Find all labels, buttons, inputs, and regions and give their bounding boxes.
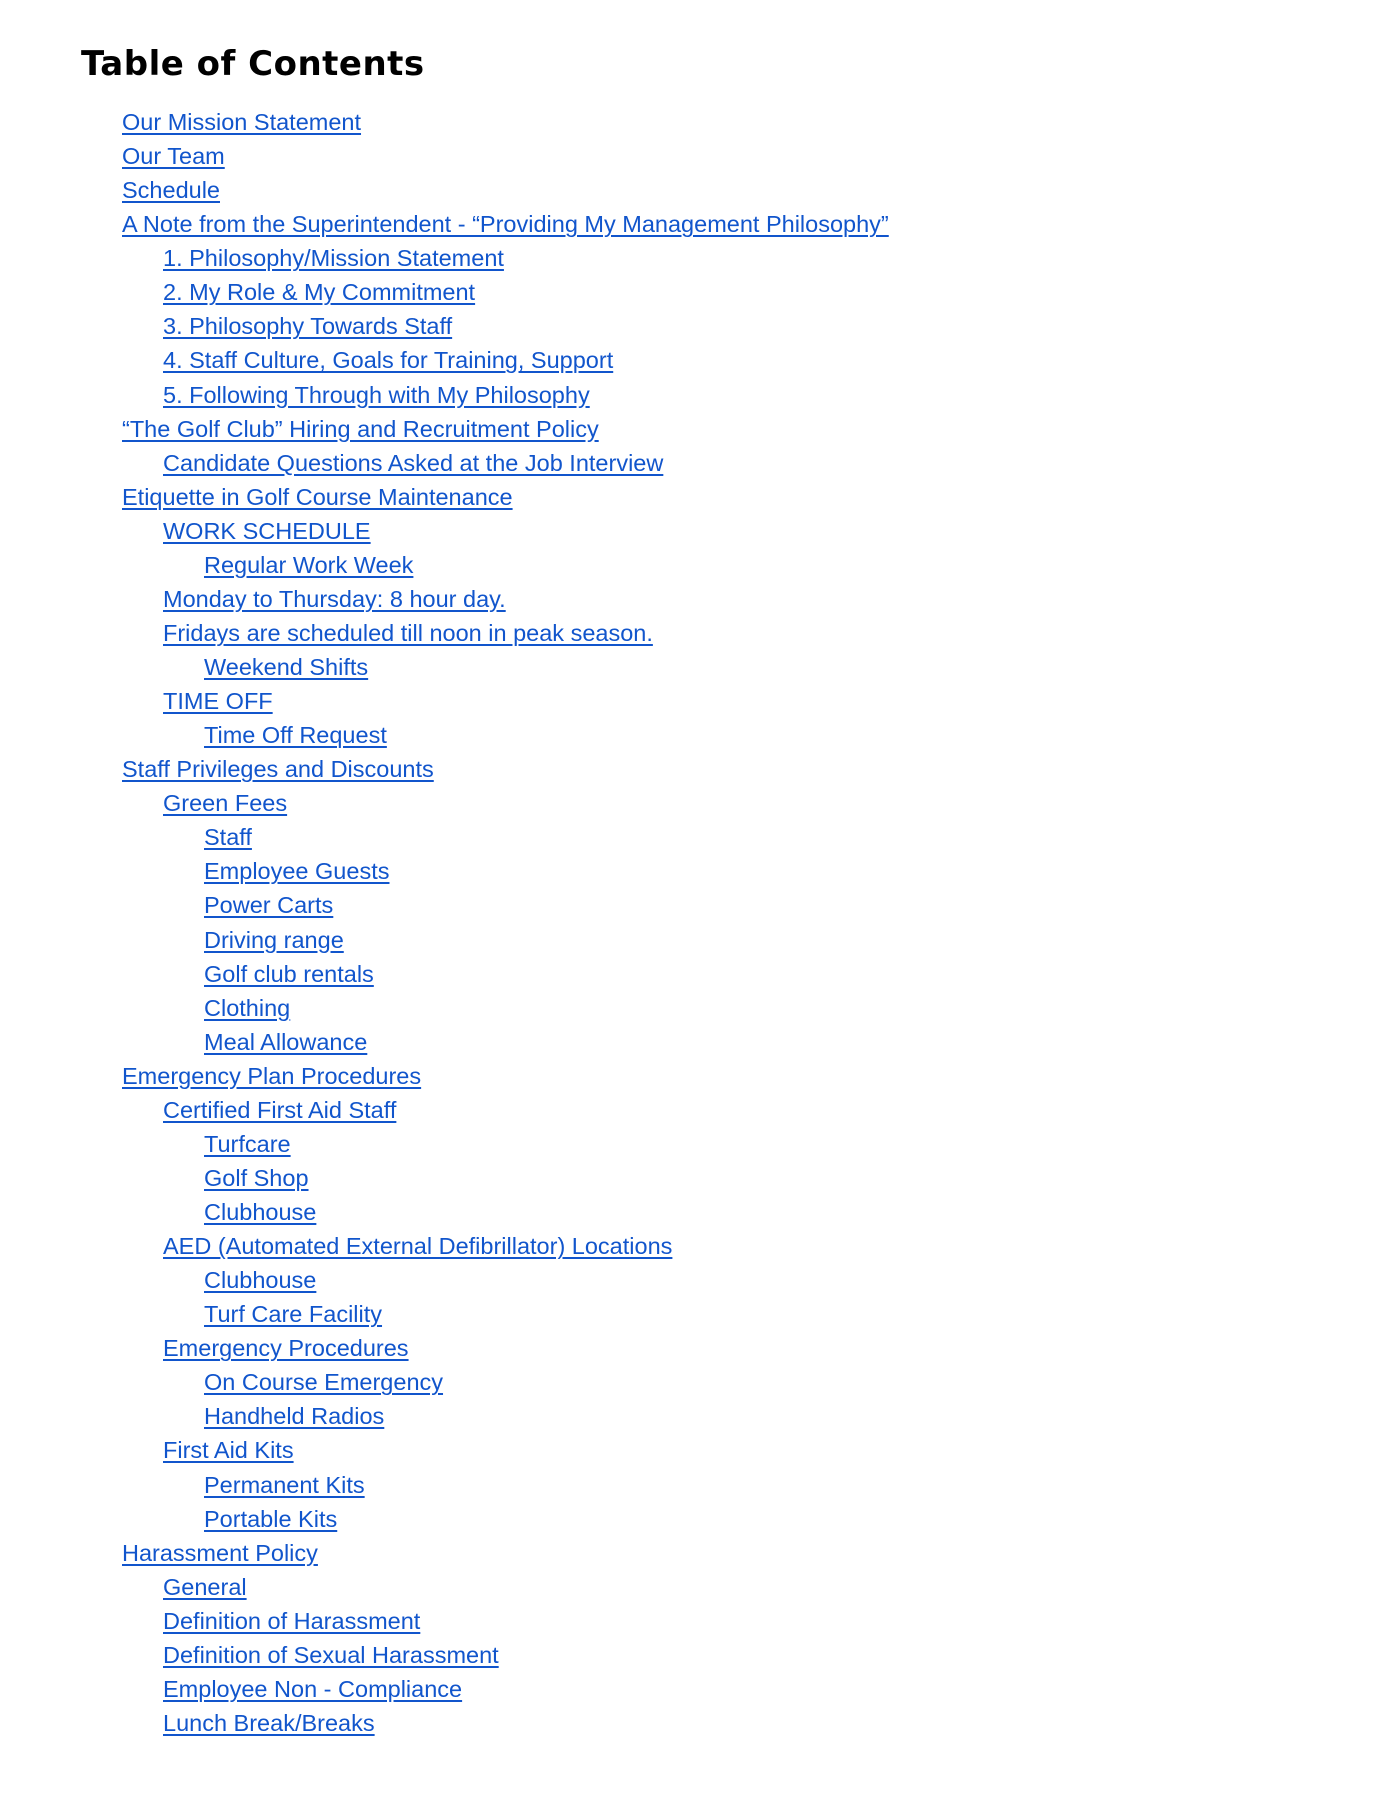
toc-link[interactable]: WORK SCHEDULE bbox=[163, 517, 371, 544]
toc-entry bbox=[0, 309, 889, 343]
toc-entry bbox=[0, 343, 889, 377]
toc-entry bbox=[0, 1570, 889, 1604]
toc-entry bbox=[0, 718, 889, 752]
toc-entry bbox=[0, 1604, 889, 1638]
toc-link[interactable]: Turfcare bbox=[204, 1130, 291, 1157]
toc-entry bbox=[0, 1672, 889, 1706]
toc-link[interactable]: Meal Allowance bbox=[204, 1028, 368, 1055]
toc-link[interactable]: Green Fees bbox=[163, 790, 288, 817]
toc-entry bbox=[0, 1025, 889, 1059]
toc-entry bbox=[0, 582, 889, 616]
toc-entry bbox=[0, 446, 889, 480]
toc-entry bbox=[0, 378, 889, 412]
toc-entry bbox=[0, 1059, 889, 1093]
toc-link[interactable]: 1. Philosophy/Mission Statement bbox=[163, 245, 504, 272]
toc-entry bbox=[0, 1229, 889, 1263]
toc-link[interactable]: Emergency Procedures bbox=[163, 1335, 409, 1362]
toc-entry bbox=[0, 241, 889, 275]
toc-link[interactable]: Our Team bbox=[122, 143, 225, 170]
toc-link[interactable]: Schedule bbox=[122, 177, 220, 204]
toc-link[interactable]: Emergency Plan Procedures bbox=[122, 1062, 422, 1089]
toc-entry bbox=[0, 1399, 889, 1433]
toc-entry bbox=[0, 139, 889, 173]
toc-entry bbox=[0, 1297, 889, 1331]
toc-link[interactable]: Staff bbox=[204, 824, 252, 851]
toc-link[interactable]: Weekend Shifts bbox=[204, 654, 369, 680]
toc-entry bbox=[0, 173, 889, 207]
toc-entry bbox=[0, 412, 889, 446]
toc-link[interactable]: AED (Automated External Defibrillator) Locations bbox=[163, 1233, 673, 1260]
toc-link[interactable]: 3. Philosophy Towards Staff bbox=[163, 313, 453, 340]
table-of-contents bbox=[0, 105, 889, 1740]
toc-entry bbox=[0, 1706, 889, 1740]
toc-entry bbox=[0, 1161, 889, 1195]
toc-entry bbox=[0, 1638, 889, 1672]
toc-entry bbox=[0, 1263, 889, 1297]
toc-link[interactable]: Staff Privileges and Discounts bbox=[122, 756, 434, 783]
page-title: Table of Contents bbox=[81, 44, 425, 84]
toc-entry bbox=[0, 1468, 889, 1502]
toc-entry bbox=[0, 820, 889, 854]
toc-link[interactable]: Clubhouse bbox=[204, 1199, 317, 1225]
toc-link[interactable]: 2. My Role & My Commitment bbox=[163, 279, 476, 306]
toc-link[interactable]: Our Mission Statement bbox=[122, 109, 362, 135]
toc-entry bbox=[0, 786, 889, 820]
toc-entry bbox=[0, 752, 889, 786]
toc-link[interactable]: Clubhouse bbox=[204, 1267, 317, 1294]
toc-link[interactable]: General bbox=[163, 1573, 247, 1600]
toc-link[interactable]: A Note from the Superintendent - “Providing My Management Philosophy” bbox=[122, 211, 889, 238]
toc-entry bbox=[0, 1331, 889, 1365]
toc-link[interactable]: Golf Shop bbox=[204, 1164, 309, 1191]
toc-entry bbox=[0, 207, 889, 241]
toc-link[interactable]: Regular Work Week bbox=[204, 551, 414, 578]
toc-entry bbox=[0, 1502, 889, 1536]
toc-link[interactable]: Definition of Sexual Harassment bbox=[163, 1641, 499, 1668]
toc-entry bbox=[0, 548, 889, 582]
toc-link[interactable]: Lunch Break/Breaks bbox=[163, 1709, 375, 1736]
toc-link[interactable]: Golf club rentals bbox=[204, 960, 374, 987]
toc-entry bbox=[0, 275, 889, 309]
toc-entry bbox=[0, 684, 889, 718]
toc-entry bbox=[0, 1127, 889, 1161]
toc-link[interactable]: Monday to Thursday: 8 hour day. bbox=[163, 585, 506, 612]
toc-link[interactable]: Harassment Policy bbox=[122, 1539, 318, 1566]
toc-entry bbox=[0, 1195, 889, 1229]
toc-link[interactable]: Power Carts bbox=[204, 892, 334, 919]
toc-entry bbox=[0, 854, 889, 888]
toc-entry bbox=[0, 514, 889, 548]
toc-link[interactable]: Handheld Radios bbox=[204, 1403, 385, 1430]
toc-link[interactable]: Turf Care Facility bbox=[204, 1301, 383, 1328]
toc-link[interactable]: 5. Following Through with My Philosophy bbox=[163, 381, 590, 408]
toc-entry bbox=[0, 1365, 889, 1399]
toc-link[interactable]: Portable Kits bbox=[204, 1505, 338, 1532]
toc-entry bbox=[0, 616, 889, 650]
toc-link[interactable]: Time Off Request bbox=[204, 722, 387, 749]
toc-link[interactable]: “The Golf Club” Hiring and Recruitment Policy bbox=[122, 415, 599, 442]
toc-entry bbox=[0, 888, 889, 922]
toc-entry bbox=[0, 1093, 889, 1127]
toc-link[interactable]: Certified First Aid Staff bbox=[163, 1096, 397, 1123]
toc-entry bbox=[0, 1433, 889, 1467]
toc-link[interactable]: On Course Emergency bbox=[204, 1369, 444, 1396]
toc-link[interactable]: Etiquette in Golf Course Maintenance bbox=[122, 483, 513, 510]
toc-link[interactable]: Permanent Kits bbox=[204, 1471, 365, 1498]
toc-entry bbox=[0, 480, 889, 514]
toc-entry bbox=[0, 650, 889, 684]
toc-link[interactable]: Employee Guests bbox=[204, 858, 390, 885]
toc-link[interactable]: First Aid Kits bbox=[163, 1437, 294, 1464]
toc-link[interactable]: Definition of Harassment bbox=[163, 1607, 421, 1634]
toc-link[interactable]: Fridays are scheduled till noon in peak season. bbox=[163, 619, 653, 646]
toc-link[interactable]: Employee Non - Compliance bbox=[163, 1675, 463, 1702]
toc-entry bbox=[0, 957, 889, 991]
toc-link[interactable]: Clothing bbox=[204, 994, 291, 1021]
toc-link[interactable]: TIME OFF bbox=[163, 688, 273, 715]
toc-link[interactable]: Driving range bbox=[204, 926, 344, 953]
toc-entry bbox=[0, 991, 889, 1025]
toc-entry bbox=[0, 1536, 889, 1570]
toc-entry bbox=[0, 923, 889, 957]
toc-link[interactable]: Candidate Questions Asked at the Job Interview bbox=[163, 449, 664, 476]
toc-link[interactable]: 4. Staff Culture, Goals for Training, Support bbox=[163, 347, 614, 374]
toc-entry bbox=[0, 105, 889, 139]
